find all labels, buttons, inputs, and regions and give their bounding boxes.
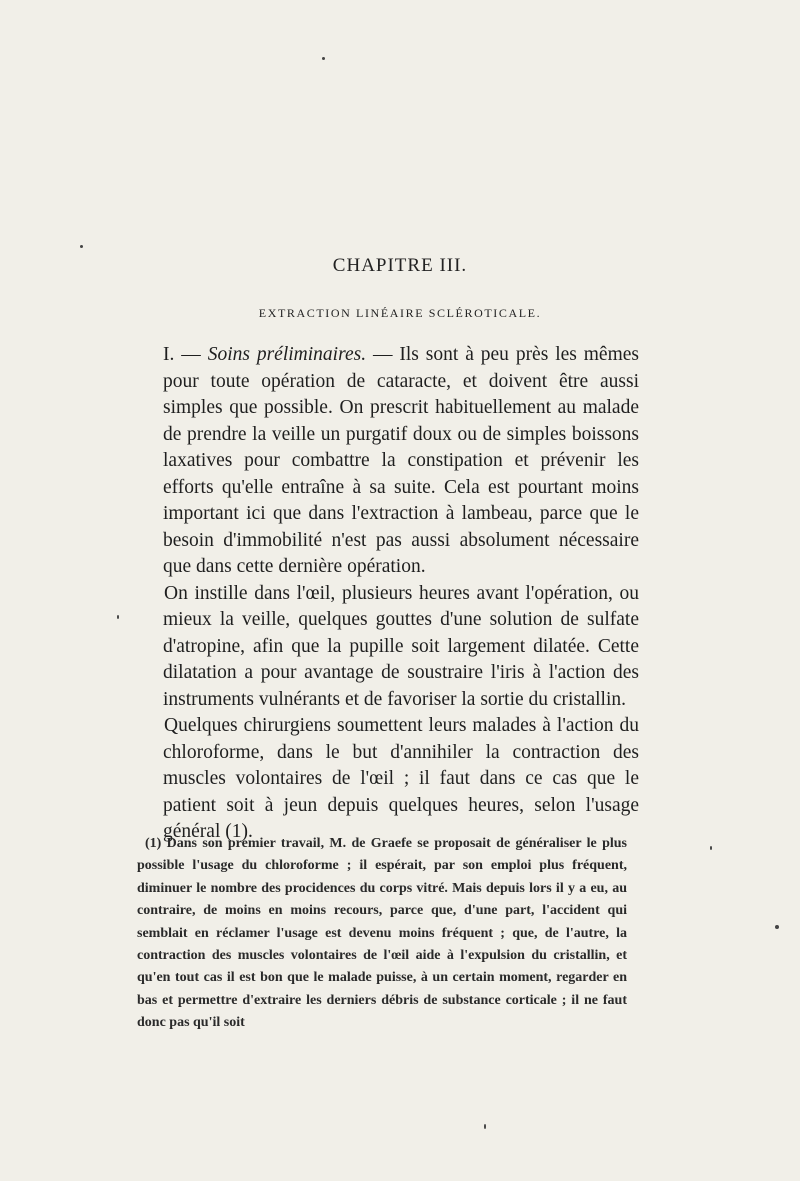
ink-speck <box>117 615 119 619</box>
ink-speck <box>484 1124 486 1129</box>
ink-speck <box>322 57 325 60</box>
chapter-title: CHAPITRE III. <box>332 255 468 276</box>
paragraph-2: On instille dans l'œil, plusieurs heures avant l'opération, ou mieux la veille, quelques gouttes d'une solution de sulfate d'atropine, afin que la pupille soit largement dilatée. Cette dilatation a pour avantage de soustraire l'iris à l'action des instruments vulnérants et de favoriser la sortie du cristallin. <box>163 582 639 710</box>
paragraph-1-text: Ils sont à peu près les mêmes pour toute opération de cataracte, et doivent être aussi simples que possible. On prescrit habituellement au malade de prendre la veille un purgatif doux ou de simples boissons laxatives pour combattre la constipation et prévenir les efforts qu'elle entraîne à sa suite. Cela est pourtant moins important ici que dans l'extraction à lambeau, parce que le besoin d'immobilité n'est pas aussi absolument nécessaire que dans cette dernière opération. <box>163 344 640 577</box>
paragraph-1 <box>163 342 639 581</box>
ink-speck <box>775 925 779 929</box>
section-title: Soins préliminaires. <box>207 344 367 365</box>
footnote-text: (1) Dans son premier travail, M. de Graefe se proposait de généraliser le plus possible l'usage du chloroforme ; il espérait, par son emploi plus fréquent, diminuer le nombre des procidences du corps vitré. Mais depuis lors il y a eu, au contraire, de moins en moins recours, parce que, d'une part, l'accident qui semblait en réclamer l'usage est devenu moins fréquent ; que, de l'autre, la contraction des muscles volontaires de l'œil aide à l'expulsion du cristallin, et qu'en tout cas il est bon que le malade puisse, à un certain moment, regarder en bas et permettre d'extraire les derniers débris de substance corticale ; il ne faut donc pas qu'il soit <box>137 836 627 1031</box>
ink-speck <box>710 846 712 850</box>
paragraph-3: Quelques chirurgiens soumettent leurs malades à l'action du chloroforme, dans le but d'annihiler la contraction des muscles volontaires de l'œil ; il faut dans ce cas que le patient soit à jeun depuis quelques heures, selon l'usage général (1). <box>163 715 639 842</box>
body-text <box>163 342 639 846</box>
section-number: I. — <box>163 344 201 365</box>
ink-speck <box>80 245 83 248</box>
chapter-subtitle: EXTRACTION LINÉAIRE SCLÉROTICALE. <box>258 306 542 320</box>
section-dash: — <box>372 344 393 365</box>
footnote <box>137 833 627 1035</box>
